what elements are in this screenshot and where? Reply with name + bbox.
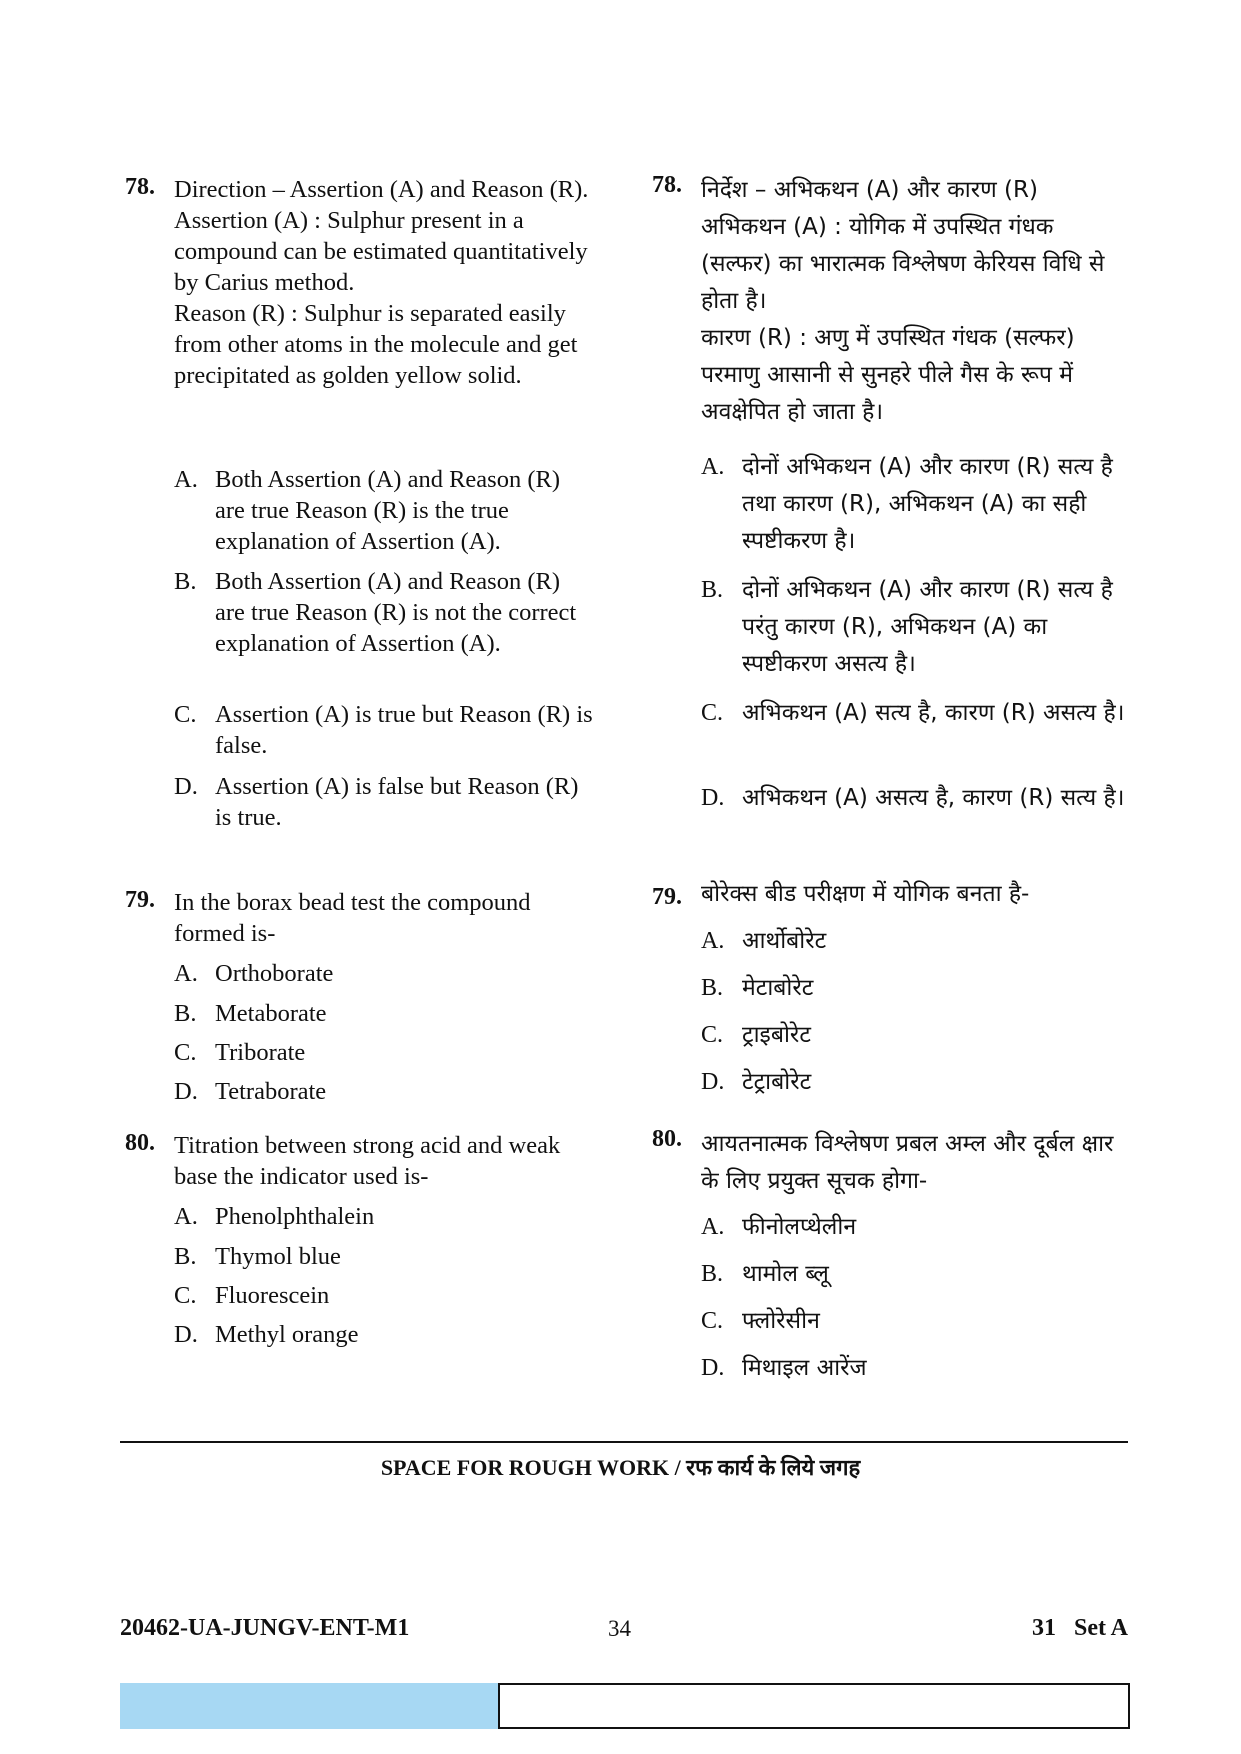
question-stem — [174, 887, 594, 949]
option-a — [701, 449, 1131, 560]
rough-work-heading: SPACE FOR ROUGH WORK / रफ कार्य के लिये जगह — [380, 1455, 861, 1480]
option-text: फीनोलप्थेलीन — [742, 1214, 857, 1240]
stem-text: In the borax bead test the compound formed is- — [174, 889, 531, 947]
option-b — [701, 1256, 1131, 1293]
option-letter: D. — [174, 773, 198, 800]
option-text: Phenolphthalein — [215, 1203, 375, 1230]
option-letter: D. — [174, 1321, 198, 1348]
stem-reason: कारण (R) : अणु में उपस्थित गंधक (सल्फर) परमाणु आसानी से सुनहरे पीले गैस के रूप में अवक्षेपित हो जाता है। — [701, 325, 1075, 425]
option-a — [174, 1201, 594, 1232]
question-stem — [174, 1130, 594, 1192]
option-text: ट्राइबोरेट — [742, 1022, 811, 1048]
stem-assertion: Assertion (A) : Sulphur present in a compound can be estimated quantitatively by Carius method. — [174, 207, 588, 296]
stem-direction: Direction – Assertion (A) and Reason (R). — [174, 176, 589, 203]
option-letter: C. — [174, 1039, 197, 1066]
option-text: Orthoborate — [215, 960, 334, 987]
option-text: आर्थोबोरेट — [742, 928, 827, 954]
option-text: मिथाइल आरेंज — [742, 1355, 867, 1381]
option-a — [174, 958, 594, 989]
option-text: Assertion (A) is true but Reason (R) is false. — [215, 701, 593, 759]
option-c — [701, 695, 1131, 732]
option-d — [701, 1064, 1131, 1101]
option-d — [701, 1350, 1131, 1387]
stem-text: Titration between strong acid and weak base the indicator used is- — [174, 1132, 561, 1190]
option-letter: A. — [174, 960, 198, 987]
option-letter: A. — [701, 1214, 725, 1240]
option-letter: D. — [701, 1355, 725, 1381]
option-text: Thymol blue — [215, 1243, 341, 1270]
option-letter: A. — [174, 1203, 198, 1230]
question-number: 80. — [652, 1126, 682, 1152]
option-c — [174, 699, 594, 761]
stem-reason: Reason (R) : Sulphur is separated easily from other atoms in the molecule and get precipitated as golden yellow solid. — [174, 300, 578, 389]
option-b — [701, 970, 1131, 1007]
option-d — [174, 1319, 594, 1350]
option-letter: A. — [701, 454, 725, 480]
option-text: दोनों अभिकथन (A) और कारण (R) सत्य है परंतु कारण (R), अभिकथन (A) का स्पष्टीकरण असत्य है। — [742, 577, 1113, 677]
option-c — [701, 1017, 1131, 1054]
question-number: 79. — [125, 887, 155, 913]
option-letter: B. — [701, 1261, 724, 1287]
question-number: 78. — [125, 174, 155, 200]
option-c — [174, 1280, 594, 1311]
option-d — [174, 1076, 594, 1107]
option-letter: B. — [701, 577, 724, 603]
option-text: थामोल ब्लू — [742, 1261, 829, 1287]
option-letter: C. — [701, 1308, 724, 1334]
option-text: Assertion (A) is false but Reason (R) is true. — [215, 773, 579, 831]
set-label: 31 Set A — [1032, 1615, 1128, 1641]
question-number: 79. — [652, 884, 682, 910]
option-text: अभिकथन (A) असत्य है, कारण (R) सत्य है। — [742, 785, 1125, 811]
question-stem — [701, 172, 1131, 431]
option-text: टेट्राबोरेट — [742, 1069, 812, 1095]
option-letter: B. — [174, 568, 197, 595]
question-stem — [701, 1126, 1131, 1200]
option-text: Both Assertion (A) and Reason (R) are true Reason (R) is not the correct explanation of Assertion (A). — [215, 568, 577, 657]
option-letter: C. — [701, 1022, 724, 1048]
stem-text: आयतनात्मक विश्लेषण प्रबल अम्ल और दूर्बल क्षार के लिए प्रयुक्त सूचक होगा- — [701, 1131, 1114, 1194]
option-text: Metaborate — [215, 1000, 327, 1027]
option-letter: D. — [701, 785, 725, 811]
option-letter: C. — [174, 701, 197, 728]
rough-work-divider — [120, 1441, 1128, 1443]
option-c — [174, 1037, 594, 1068]
option-d — [701, 780, 1131, 817]
stem-text: बोरेक्स बीड परीक्षण में योगिक बनता है- — [701, 881, 1030, 907]
option-c — [701, 1303, 1131, 1340]
option-letter: B. — [174, 1243, 197, 1270]
option-letter: C. — [701, 700, 724, 726]
option-text: मेटाबोरेट — [742, 975, 814, 1001]
option-text: Methyl orange — [215, 1321, 359, 1348]
option-a — [701, 923, 1131, 960]
footer-blank-box — [498, 1683, 1130, 1729]
question-stem — [701, 876, 1131, 913]
option-b — [174, 1241, 594, 1272]
paper-code: 20462-UA-JUNGV-ENT-M1 — [120, 1615, 410, 1641]
stem-assertion: अभिकथन (A) : योगिक में उपस्थित गंधक (सल्फर) का भारात्मक विश्लेषण केरियस विधि से होता है। — [701, 214, 1105, 314]
option-letter: B. — [174, 1000, 197, 1027]
option-text: अभिकथन (A) सत्य है, कारण (R) असत्य है। — [742, 700, 1125, 726]
option-a — [701, 1209, 1131, 1246]
question-number: 78. — [652, 172, 682, 198]
option-text: Both Assertion (A) and Reason (R) are true Reason (R) is the true explanation of Assertion (A). — [215, 466, 560, 555]
question-number: 80. — [125, 1130, 155, 1156]
option-text: फ्लोरेसीन — [742, 1308, 820, 1334]
stem-direction: निर्देश – अभिकथन (A) और कारण (R) — [701, 177, 1038, 203]
option-letter: C. — [174, 1282, 197, 1309]
option-b — [701, 572, 1131, 683]
page-number: 34 — [608, 1616, 631, 1641]
option-letter: D. — [701, 1069, 725, 1095]
option-text: दोनों अभिकथन (A) और कारण (R) सत्य है तथा कारण (R), अभिकथन (A) का सही स्पष्टीकरण है। — [742, 454, 1113, 554]
option-text: Triborate — [215, 1039, 306, 1066]
option-b — [174, 998, 594, 1029]
option-letter: A. — [174, 466, 198, 493]
option-b — [174, 566, 594, 659]
option-a — [174, 464, 594, 557]
option-d — [174, 771, 594, 833]
option-text: Fluorescein — [215, 1282, 330, 1309]
option-letter: B. — [701, 975, 724, 1001]
footer-color-bar — [120, 1683, 498, 1729]
option-letter: A. — [701, 928, 725, 954]
option-text: Tetraborate — [215, 1078, 327, 1105]
question-stem — [174, 174, 594, 391]
option-letter: D. — [174, 1078, 198, 1105]
